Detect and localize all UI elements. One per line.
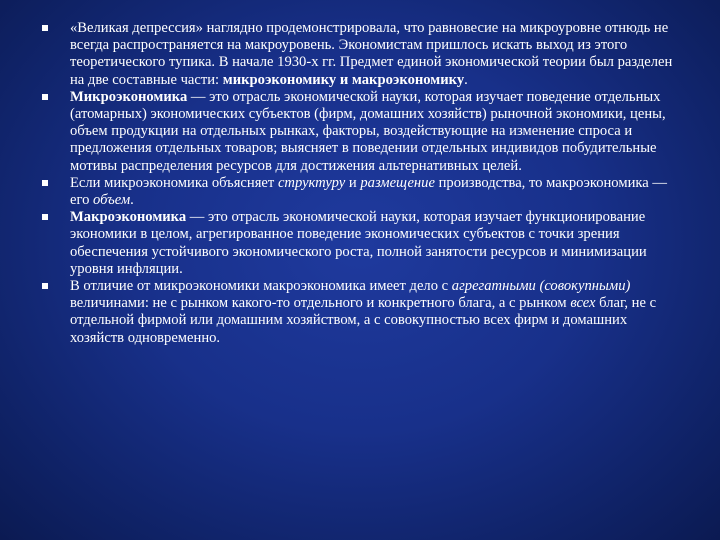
italic-volume: объем xyxy=(93,192,131,209)
term-microeconomics: Микроэкономика xyxy=(70,88,188,105)
bullet-bold-text: микроэкономику и макроэкономику xyxy=(222,71,465,88)
bullet-text-part2: и xyxy=(345,174,361,191)
bullet-text-part4: . xyxy=(130,192,134,209)
bullet-item-great-depression xyxy=(36,20,684,89)
bullet-text: — это отрасль экономической науки, которая изучает функционирование экономики в целом, агрегированное поведение экономических субъектов с точки зрения обеспечения устойчивого экономического роста, полной занятости ресурсов и минимизации уровня инфляции. xyxy=(70,209,647,277)
bullet-item-aggregates xyxy=(36,278,684,347)
bullet-list xyxy=(36,20,684,347)
square-bullet-icon xyxy=(42,283,48,289)
bullet-item-macroeconomics xyxy=(36,209,684,278)
square-bullet-icon xyxy=(42,214,48,220)
italic-placement: размещение xyxy=(360,174,435,191)
italic-structure: структуру xyxy=(277,174,346,191)
bullet-item-microeconomics xyxy=(36,89,684,175)
square-bullet-icon xyxy=(42,180,48,186)
bullet-text: — это отрасль экономической науки, которая изучает поведение отдельных (атомарных) экономических субъектов (фирм, домашних хозяйств) рыночной экономики, цены, объем продукции на отдельных рынках, факторы, воздействующие на изменение спроса и предложения отдельных товаров; выясняет в поведении отдельных индивидов побудительные мотивы распределения ресурсов для достижения альтернативных целей. xyxy=(70,88,666,174)
bullet-text-part3: благ, не с отдельной фирмой или домашним хозяйством, а с совокупностью всех фирм и домашних хозяйств одновременно. xyxy=(70,295,657,346)
bullet-text-part1: Если микроэкономика объясняет xyxy=(70,174,278,191)
italic-aggregate: агрегатными (совокупными) xyxy=(451,278,631,295)
bullet-text-part1: В отличие от микроэкономики макроэкономика имеет дело с xyxy=(70,278,452,295)
bullet-text-part3: производства, то макроэкономика — его xyxy=(70,174,667,209)
square-bullet-icon xyxy=(42,94,48,100)
square-bullet-icon xyxy=(42,25,48,31)
term-macroeconomics: Макроэкономика xyxy=(70,209,187,226)
bullet-text-end: . xyxy=(464,71,468,88)
bullet-item-structure-volume xyxy=(36,175,684,209)
bullet-text: «Великая депрессия» наглядно продемонстрировала, что равновесие на микроуровне отнюдь не всегда распространяется на макроуровень. Экономистам пришлось искать выход из этого теоретического тупика. В начале 1930-х гг. Предмет единой экономической теории был разделен на две составные части: xyxy=(70,20,673,88)
italic-all: всех xyxy=(570,295,596,312)
bullet-text-part2: величинами: не с рынком какого-то отдельного и конкретного блага, а с рынком xyxy=(70,295,571,312)
